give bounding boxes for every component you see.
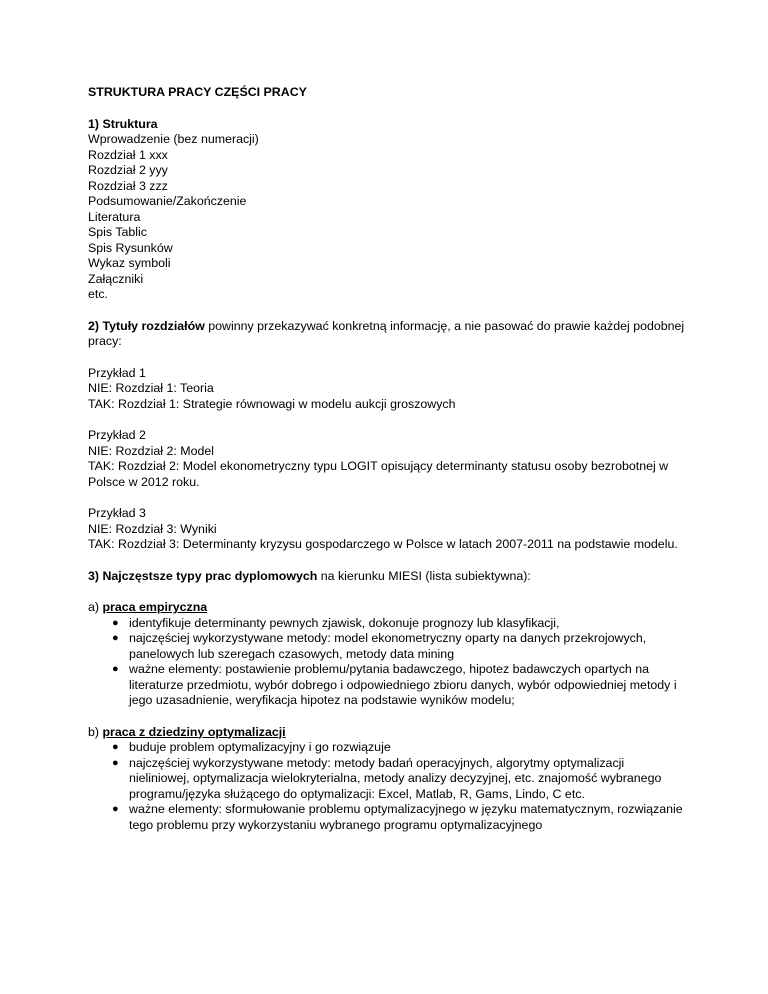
example-yes: TAK: Rozdział 1: Strategie równowagi w modelu aukcji groszowych — [88, 396, 456, 411]
example-label: Przykład 3 — [88, 506, 146, 520]
list-item-text: najczęściej wykorzystywane metody: metody badań operacyjnych, algorytmy optymalizacji nieliniowej, optymalizacja wielokryterialna, metody analizy decyzyjnej, etc. znajomość wybranego programu/języka służącego do optymalizacji: Excel, Matlab, R, Gams, Lindo, C etc. — [129, 755, 662, 801]
thesis-type-prefix: a) — [88, 600, 103, 614]
list-item-text: ważne elementy: sformułowanie problemu optymalizacyjnego w języku matematycznym, rozwiązanie tego problemu przy wykorzystaniu wybranego programu optymalizacyjnego — [129, 802, 683, 832]
example-no: NIE: Rozdział 1: Teoria — [88, 381, 214, 395]
section-thesis-types — [88, 569, 688, 585]
bullet-icon: ● — [112, 663, 119, 675]
section-intro-text: na kierunku MIESI (lista subiektywna): — [317, 568, 531, 583]
list-item — [88, 740, 688, 756]
section-intro-text: powinny przekazywać konkretną informację, a nie pasować do prawie każdej podobnej pracy: — [88, 318, 685, 348]
structure-item: Załączniki — [88, 271, 144, 286]
section-structure — [88, 117, 688, 303]
thesis-type-empirical — [88, 600, 688, 709]
thesis-type-heading — [88, 600, 688, 616]
structure-item: Spis Rysunków — [88, 240, 173, 255]
thesis-type-heading — [88, 725, 688, 741]
list-item-text: identyfikuje determinanty pewnych zjawisk, dokonuje prognozy lub klasyfikacji, — [129, 615, 560, 630]
structure-item: Rozdział 2 yyy — [88, 163, 168, 177]
bullet-icon: ● — [112, 803, 119, 815]
section-chapter-titles — [88, 319, 688, 350]
example-yes: TAK: Rozdział 3: Determinanty kryzysu gospodarczego w Polsce w latach 2007-2011 na podstawie modelu. — [88, 537, 678, 551]
example-3 — [88, 506, 688, 553]
list-item — [88, 756, 688, 803]
structure-item: Rozdział 3 zzz — [88, 178, 168, 193]
list-item — [88, 802, 688, 833]
document-title: STRUKTURA PRACY CZĘŚCI PRACY — [88, 85, 307, 99]
structure-item: Literatura — [88, 209, 141, 224]
list-item — [88, 616, 688, 632]
section-heading-text: 1) Struktura — [88, 116, 158, 131]
section-heading — [88, 117, 688, 133]
example-yes: TAK: Rozdział 2: Model ekonometryczny typu LOGIT opisujący determinanty statusu osoby bezrobotnej w Polsce w 2012 roku. — [88, 459, 669, 489]
example-1 — [88, 366, 688, 413]
thesis-type-name: praca empiryczna — [102, 600, 208, 614]
bullet-list — [88, 616, 688, 709]
bullet-icon: ● — [112, 756, 119, 769]
structure-item: etc. — [88, 287, 108, 301]
structure-item: Wykaz symboli — [88, 256, 171, 270]
thesis-type-name: praca z dziedziny optymalizacji — [102, 724, 286, 739]
bullet-list — [88, 740, 688, 833]
list-item — [88, 662, 688, 709]
bullet-icon: ● — [112, 741, 119, 753]
bullet-icon: ● — [112, 616, 119, 629]
structure-item: Rozdział 1 xxx — [88, 147, 168, 162]
section-heading-text: 2) Tytuły rozdziałów — [88, 318, 205, 333]
section-heading-text: 3) Najczęstsze typy prac dyplomowych — [88, 568, 318, 583]
document-page — [88, 85, 688, 849]
thesis-type-optimization — [88, 725, 688, 834]
thesis-type-prefix: b) — [88, 724, 103, 739]
example-2 — [88, 428, 688, 490]
example-label: Przykład 2 — [88, 428, 146, 442]
structure-item: Spis Tablic — [88, 225, 147, 239]
list-item-text: ważne elementy: postawienie problemu/pytania badawczego, hipotez badawczych opartych na literaturze przedmiotu, wybór dobrego i odpowiedniego zbioru danych, wybór odpowiedniej metody i jego uzasadnienie, weryfikacja hipotez na podstawie wyników modelu; — [129, 662, 677, 707]
example-no: NIE: Rozdział 2: Model — [88, 443, 215, 458]
structure-item: Podsumowanie/Zakończenie — [88, 194, 247, 208]
example-label: Przykład 1 — [88, 365, 146, 380]
list-item — [88, 631, 688, 662]
example-no: NIE: Rozdział 3: Wyniki — [88, 521, 217, 536]
structure-item: Wprowadzenie (bez numeracji) — [88, 132, 259, 146]
bullet-icon: ● — [112, 632, 119, 644]
list-item-text: najczęściej wykorzystywane metody: model ekonometryczny oparty na danych przekrojowych, panelowych lub szeregach czasowych, metody data mining — [129, 631, 647, 661]
list-item-text: buduje problem optymalizacyjny i go rozwiązuje — [129, 740, 391, 754]
